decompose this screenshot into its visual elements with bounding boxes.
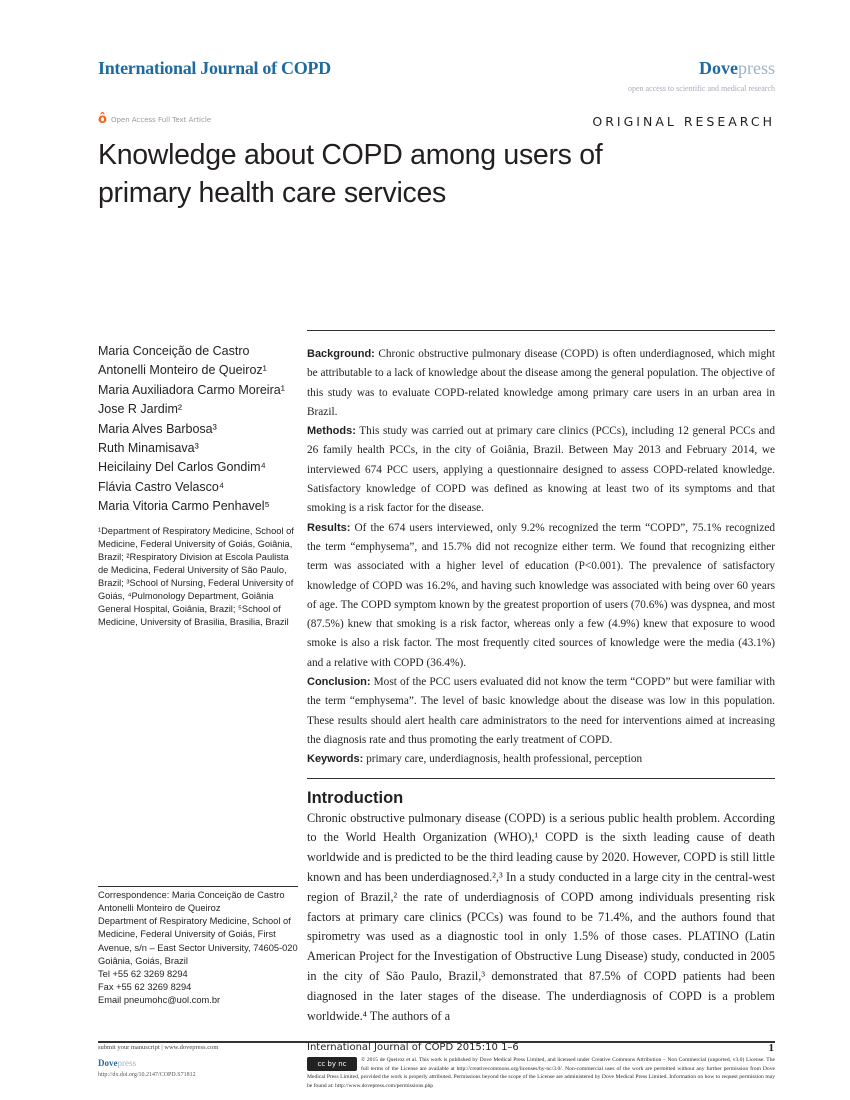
author: Maria Vitoria Carmo Penhavel⁵ [98,499,270,514]
open-access-text: Open Access Full Text Article [110,115,212,124]
doi-link[interactable]: http://dx.doi.org/10.2147/COPD.S71812 [98,1072,196,1078]
author: Maria Alves Barbosa³ [98,421,217,436]
page-number: 1 [768,1042,774,1054]
abstract [307,345,775,770]
right-column [307,330,775,1023]
author-list [98,342,298,517]
introduction-text: Chronic obstructive pulmonary disease (COPD) is a serious public health problem. According to the World Health Organization (WHO),¹ COPD is the sixth leading cause of death worldwide and is predicted to be the third leading cause by 2020. However, COPD is still little known and has been underdiagnosed.²,³ In a study conducted in a large city in the central-west region of Brazil,² the rate of underdiagnosis of COPD among individuals presenting risk factors at primary care clinics (PCCs) was found to be 71.4%, and the authors found that spirometry was used as a diagnostic tool in only 1.5% of those cases. PLATINO (Latin American Project for the Investigation of Obstructive Lung Disease) study, conducted in 2005 in the city of São Paulo, Brazil,³ demonstrated that 87.5% of COPD patients had been diagnosed in the later stages of the disease. The underdiagnosis of COPD is a problem worldwide.⁴ The authors of a [307,810,775,1023]
corr-line: Goiânia, Goiás, Brazil [98,955,188,966]
publisher-tagline: open access to scientific and medical research [627,84,775,93]
footer-publisher-logo: Dovepress [98,1058,136,1068]
abstract-bottom-rule [307,778,775,779]
open-access-lock-icon: ô [98,112,107,127]
author: Jose R Jardim² [98,402,183,417]
author: Maria Auxiliadora Carmo Moreira¹ [98,382,285,397]
author: Ruth Minamisava³ [98,441,199,456]
corr-email: Email pneumohc@uol.com.br [98,994,221,1005]
article-type: ORIGINAL RESEARCH [592,114,775,129]
journal-name: International Journal of COPD [98,58,331,78]
open-access-label [98,112,211,127]
abstract-background: Background: Chronic obstructive pulmonary disease (COPD) is often underdiagnosed, which might be attributable to a lack of knowledge about the disease among the general population. The objective of this study was to evaluate COPD-related knowledge among primary care users in an urban area in Brazil. [307,348,775,418]
abstract-methods: Methods: This study was carried out at primary care clinics (PCCs), including 12 general PCCs and 26 family health PCCs, in the city of Goiânia, Brazil. Between May 2013 and February 2014, we interviewed 674 PCC users, applying a questionnaire designed to assess COPD-related knowledge. Satisfactory knowledge of COPD was defined as knowing at least two of its symptoms and that smoking is a risk factor for the disease. [307,425,775,515]
license-text: © 2015 de Queiroz et al. This work is published by Dove Medical Press Limited, and licensed under Creative Commons Attribution – Non Commercial (unported, v3.0) License. The full terms of the License are available at http://creativecommons.org/licenses/by-nc/3.0/. Non-commercial uses of the work are permitted without any further permission from Dove Medical Press Limited, provided the work is properly attributed. Permissions beyond the scope of the License are administered by Dove Medical Press Limited. Information on how to request permission may be found at: http://www.dovepress.com/permissions.php [307,1057,775,1089]
citation: International Journal of COPD 2015:10 1–6 [307,1042,519,1053]
keywords: Keywords: primary care, underdiagnosis, health professional, perception [307,753,643,766]
author: Maria Conceição de Castro Antonelli Monteiro de Queiroz¹ [98,344,267,378]
license-block [307,1056,775,1090]
publisher-light: press [738,58,775,78]
abstract-conclusion: Conclusion: Most of the PCC users evaluated did not know the term “COPD” but were familiar with the term “emphysema”. The level of basic knowledge about the disease was low in this population. These results should alert health care administrators to the need for interventions aimed at increasing the diagnosis rate and thus promoting the early treatment of COPD. [307,676,775,746]
creative-commons-icon: cc by nc [307,1057,357,1071]
publisher-logo [699,58,775,79]
publisher-bold: Dove [699,58,738,78]
abstract-top-rule [307,330,775,331]
affiliations: ¹Department of Respiratory Medicine, School of Medicine, Federal University of Goiás, Goiânia, Brazil; ²Respiratory Division at Escola Paulista de Medicina, Federal University of São Paulo, Brazil; ³School of Nursing, Federal University of Goiás, ⁴Pulmonology Department, Goiânia General Hospital, Goiânia, Brazil; ⁵School of Medicine, University of Brasilia, Brasilia, Brazil [98,525,294,628]
article-title: Knowledge about COPD among users of primary health care services [98,139,603,209]
author: Heicilainy Del Carlos Gondim⁴ [98,460,266,475]
correspondence [98,886,298,1007]
corr-line: Correspondence: Maria Conceição de Castro Antonelli Monteiro de Queiroz [98,890,285,914]
corr-line: Tel +55 62 3269 8294 [98,968,188,979]
corr-line: Fax +55 62 3269 8294 [98,981,192,992]
section-heading: Introduction [307,788,404,807]
author: Flávia Castro Velasco⁴ [98,479,225,494]
submit-manuscript-link[interactable]: submit your manuscript | www.dovepress.com [98,1044,219,1051]
corr-line: Department of Respiratory Medicine, School of Medicine, Federal University of Goiás, First Avenue, s/n – East Sector University, 74605-020 [98,916,298,953]
left-column [98,342,298,1007]
abstract-results: Results: Of the 674 users interviewed, only 9.2% recognized the term “COPD”, 75.1% recognized the term “emphysema”, and 15.7% did not recognize either term. We found that recognizing either term was associated with a higher level of education (P<0.001). The prevalence of satisfactory knowledge of COPD was 16.2%, and having such knowledge was associated with being over 60 years of age. The COPD symptom known by the greatest proportion of users (70.6%) was dyspnea, and most (87.5%) knew that smoking is a risk factor, whereas only a few (4.9%) knew that exposure to wood smoke is also a risk factor. The most frequently cited sources of knowledge were the media (43.1%) and a relative with COPD (36.4%). [307,521,775,669]
